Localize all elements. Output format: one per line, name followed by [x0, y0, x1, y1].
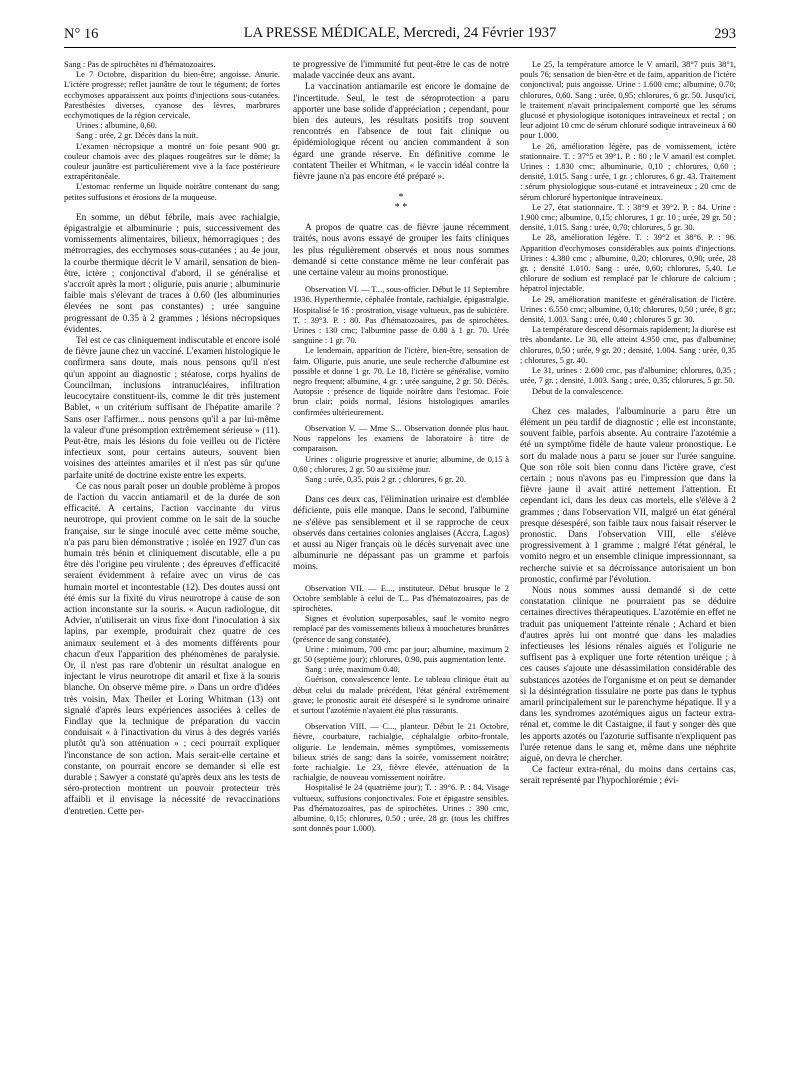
page-number: N° 16 — [64, 26, 99, 42]
header-rule — [64, 47, 736, 48]
column-middle-top — [293, 60, 509, 183]
paragraph: Le 26, amélioration légère, pas de vomissement, ictère stationnaire. T. : 37°5 et 39°1. P. : 80 ; le V amaril est complet. Urines : 1.830 cmc; albuminurie, 0,10 ; chlorures, 0,60 ; densité, 1.015. Sang : urée, 1 gr. ; chlorures, 6 gr. 43. Traitement : sérum physiologique sous-cutané et intraveineux ; 20 cmc de sérum chloruré hypertonique intraveineux. — [520, 141, 736, 202]
paragraph: Nous nous sommes aussi demandé si de cette constatation clinique ne pourraient pas se déduire certaines directives thérapeutiques. L'azotémie en effet ne traduit pas uniquement l'atteinte rénale ; Achard et bien d'autres après lui ont montré que dans les maladies infectieuses les lésions rénales aiguës et l'oligurie ne suffisent pas à expliquer une forte rétention uréique ; à ces causes s'ajoute une désassimilation considérable des substances azotées de l'organisme et on peut se demander si la désintégration tissulaire ne porte pas dans le typhus amaril principalement sur le parenchyme hépatique. Il y a dans les syndromes azotémiques aigus un facteur extra-rénal et, comme le dit Castaigne, il faut y songer dès que les apports azotés ou l'azoturie suffisante n'expliquent pas l'urée retenue dans le sang et, même dans une néphrite aiguë, on devra le chercher. — [520, 585, 736, 764]
paragraph: Tel est ce cas cliniquement indiscutable et encore isolé de fièvre jaune chez un vacciné. L'examen histologique le confirmera sans doute, mais nous pensons qu'il n'est qu'un appoint au diagnostic ; stéatose, corps hyalins de Councilman, inclusions intranucléaires, infiltration leucocytaire constituent-ils, comme le dit très justement Bablet, « un critérium suffisant de l'hépatite amarile ? Sans oser l'affirmer... nous pensons qu'il a par lui-même la valeur d'une présomption extrêmement sérieuse » (11). Peut-être, mais les lésions du foie veilleu ou de l'ictère infectieux sont, pour certains auteurs, souvent bien voisines des atteintes amariles et il n'est pas sûr qu'une parfaite unité de doctrine existe entre les experts. — [64, 336, 280, 481]
paragraph: Hospitalisé le 24 (quatrième jour); T. : 39°6. P. : 84. Visage vultueux, suffusions conjonctivales. Foie et épigastre sensibles. Pas d'hématozoaires, pas de spirochètes. Urines : 390 cmc, albumine, 0,15; chlorures, 0.50 ; urée, 28 gr. (tous les chiffres sont donnés pour 1.000). — [293, 783, 509, 834]
paragraph: Le 25, la température amorce le V amaril, 38°7 puis 38°1, pouls 76; sensation de bien-être et de faim, apparition de l'ictère conjonctival; puis angoisse. Urine : 1.600 cmc; albumine, 0.70; chlorures, 0,60. Sang : urée, 0,95; chlorures, 6 gr. 50. Jusqu'ici, le traitement n'avait principalement comporté que les sérums glucosé et physiologique isotoniques intraveineux et rectal ; on leur adjoint 10 cmc de sérum chloruré sodique intraveineux à 60 pour 1.000. — [520, 60, 736, 141]
paragraph: Chez ces malades, l'albuminurie a paru être un élément un peu tardif de diagnostic ; elle est inconstante, souvent faible, parfois absente. Au contraire l'azotémie a été un symptôme fidèle de haute valeur pronostique. Le sort du malade nous a paru se jouer sur l'urée sanguine. Que son rôle soit bien connu dans l'ictère grave, c'est certain ; nous n'avons pas eu l'impression que dans la fièvre jaune il avait attiré nettement l'attention. Et cependant ici, dans les deux cas mortels, elle s'élève à 2 grammes ; dans l'observation VII, malgré un état général presque désespéré, son faible taux nous faisait réserver le pronostic. Dans l'observation VIII, elle s'élève progressivement à 1 gramme ; malgré l'état général, le vomito negro et un ensemble clinique impressionnant, sa recherche suivie et sa décroissance autorisaient un bon pronostic, confirmé par l'évolution. — [520, 406, 736, 585]
paragraph: Le lendemain, apparition de l'ictère, bien-être, sensation de faim. Oligurie, puis anurie, une seule recherche d'albumine est possible et donne 1 gr. 70. Le 18, l'ictère se généralise, vomito negro frequent; albumine, 4 gr. ; urée sanguine, 2 gr. 50. Décès. Autopsie : présence de liquide noirâtre dans l'estomac. Foie brun clair; poids normal, lésions histologiques amariles confirmées ultérieurement. — [293, 346, 509, 417]
paragraph: L'estomac renferme un liquide noirâtre contenant du sang; petites suffusions et érosions de la muqueuse. — [64, 182, 280, 202]
paragraph: La température descend désormais rapidement; la diurèse est très abondante. Le 30, elle atteint 4.950 cmc, pas d'albumine; chlorures, 0,50 ; urée, 9 gr. 20 ; densité, 1.004. Sang : urée, 0,35 ; chlorures, 5 gr. 40. — [520, 325, 736, 365]
paragraph: Le 27, état stationnaire. T. : 38°9 et 39°2. P. : 84. Urine : 1.900 cmc; albumine, 0,15; chlorures, 1 gr. 10 ; urée, 29 gr. 50 ; densité, 1.015. Sang : urée, 0,70; chlorures, 5 gr. 30. — [520, 202, 736, 233]
page-reference: 293 — [714, 26, 736, 42]
journal-title: LA PRESSE MÉDICALE, Mercredi, 24 Février 1937 — [243, 25, 557, 41]
paragraph: Observation VIII. — C..., planteur. Début le 21 Octobre, fièvre, courbature, rachialgie, céphalalgie orbito-frontale, oligurie. Le lendemain, mêmes symptômes, vomissements bilieux striés de sang; dans la soirée, vomissement noirâtre; forte rachialgie. Le 23, fièvre élevée, atténuation de la rachialgie, de nouveau vomissement noirâtre. — [293, 722, 509, 783]
paragraph: Urine : minimum, 700 cmc par jour; albumine, maximum 2 gr. 50 (septième jour); chlorures, 0.90, puis augmentation lente. — [293, 644, 509, 664]
paragraph: Le 31, urines : 2.600 cmc, pas d'albumine; chlorures, 0,35 ; urée, 7 gr. ; densité, 1.003. Sang ; urée, 0,35; chlorures, 5 gr. 50. — [520, 366, 736, 386]
section-separator — [293, 193, 509, 213]
paragraph: Le 29, amélioration manifeste et généralisation de l'ictère. Urines : 6.550 cmc; albumine, 0,10; chlorures, 0,50 ; urée, 8 gr.; densité, 1.003. Sang : urée, 0,40 ; chlorures 5 gr. 30. — [520, 294, 736, 325]
paragraph: Ce cas nous paraît poser un double problème à propos de l'action du vaccin antiamaril et de la durée de son efficacité. A certains, l'action vaccinante du virus neurotrope, qui provient comme on le sait de la souche française, sur le singe inoculé avec cette même souche, n'a pas paru bien démonstrative ; isolée en 1927 d'un cas humain très bénin et cliniquement discutable, elle a pu être dès l'origine peu virulente ; des épreuves d'efficacité seraient évidemment à refaire avec un virus de cas humain mortel et incontestable (12). Des doutes aussi ont été émis sur la fixité du virus neurotrope à cause de son action inconstante sur la souris. « Aucun radiologue, dit Advier, n'utiliserait un virus fixe dont l'inoculation à six lapins, par exemple, produirait chez quatre de ces animaux seulement et à des moments différents pour chacun d'eux l'apparition des phénomènes de paralysie. Or, il n'est pas rare d'obtenir un résultat analogue en injectant le virus neurotrope dit amaril et fixe à la souris blanche. On observe même pire. » Dans un ordre d'idées très voisin, Max Theiler et Loring Whitman (13) ont signalé d'après leurs expériences associées à celles de Findlay que la technique de préparation du vaccin conduisait « à l'inactivation du virus à des degrés variés plutôt qu'à son atténuation » ; ceci pourrait expliquer l'inconstance de son action. Mais serait-elle certaine et constante, on pourrait encore se demander si elle est durable ; Sawyer a constaté qu'après deux ans les tests de séro-protection montrent un pouvoir protecteur très affaibli et il envisage la nécessité de revaccinations d'entretien. Cette per- — [64, 481, 280, 817]
separator-stars-bottom: * * — [394, 202, 408, 214]
column-right — [520, 60, 736, 1070]
paragraph: Dans ces deux cas, l'élimination urinaire est d'emblée déficiente, puis elle manque. Dans le second, l'albumine ne s'élève pas sensiblement et il se rapproche de ceux observés dans certaines colonies anglaises (Accra, Lagos) et aussi au Niger français où le décès survenait avec une albuminurie ne dépassant pas un gramme et parfois moins. — [293, 495, 509, 573]
paragraph: Ce facteur extra-rénal, du moins dans certains cas, serait représenté par l'hypochlorémie ; évi- — [520, 765, 736, 787]
running-header — [64, 20, 736, 42]
column-middle — [293, 60, 509, 1070]
paragraph: Urines : albumine, 0,60. — [76, 121, 157, 131]
paragraph: La vaccination antiamarile est encore le domaine de l'incertitude. Seul, le test de séroprotection a paru apporter une base solide d'appréciation ; cependant, pour bien des auteurs, les résultats positifs trop souvent rencontrés en l'absence de tout fait clinique ou épidémiologique récent ou ancien commandent à son égard une grande réserve. En définitive comme le contatent Theiler et Whitman, « le vaccin idéal contre la fièvre jaune n'a pas encore été préparé ». — [293, 82, 509, 183]
paragraph: Guérison, convalescence lente. Le tableau clinique était au début celui du malade précédent, l'état général extrêmement grave; le pronostic aurait été désespéré si le syndrome urinaire et surtout l'azotémie n'avaient été plus rassurants. — [293, 675, 509, 715]
column-left — [64, 60, 280, 1070]
paragraph: Observation V. — Mme S... Observation donnée plus haut. Nous rappelons les examens de laboratoire à titre de comparaison. — [293, 423, 509, 454]
paragraph: te progressive de l'immunité fut peut-être le cas de notre malade vaccinée deux ans avant. — [293, 60, 509, 82]
paragraph: L'examen nécropsique a montré un foie pesant 900 gr. couleur chamois avec des plaques rougeâtres sur le dôme; la couleur jaunâtre est particulièrement vive à la face postérieure extrapéritonéale. — [64, 141, 280, 182]
separator-star-top: * — [398, 192, 404, 204]
paragraph: Urines : oligurie progressive et anurie; albumine, de 0,15 à 0,60 ; chlorures, 2 gr. 50 au sixième jour. — [293, 454, 509, 474]
paragraph: Sang : urée, maximum 0.40. — [305, 665, 400, 675]
paragraph: Le 28, amélioration légère. T. : 39°2 et 38°6. P. : 96. Apparition d'ecchymoses considérables aux points d'injections. Urines : 4.380 cmc ; albumine, 0,20; chlorures, 0,90; urée, 28 gr. ; densité 1.010. Sang : urée, 0,60; chlorures, 5,40. Le chlorure de sodium est remplacé par le chlorure de calcium ; hépatrol injectable. — [520, 233, 736, 294]
paragraph: Sang : urée, 0,35, puis 2 gr. ; chlorures, 6 gr. 20. — [305, 474, 466, 484]
paragraph: Observation VII. — E..., instituteur. Début brusque le 2 Octobre semblable à celui de T... Pas d'hématozoaires, pas de spirochètes. — [293, 583, 509, 613]
paragraph: En somme, un début fébrile, mais avec rachialgie, épigastralgie et albuminurie ; puis, successivement des vomissements alimentaires, bilieux, hémorragiques ; des métrorragies, des ecchymoses sous-cutanées ; au 4e jour, la courbe thermique décrit le V amaril, sensation de bien-être, ictère ; conjonctival d'abord, il se généralise et s'accroît après la mort ; oligurie, puis anurie ; albuminurie faible mais s'élevant de traces à 0.60 (les albuminuries élevées ne sont pas constantes) ; urée sanguine progressant de 0.35 à 2 grammes ; lésions nécropsiques évidentes. — [64, 212, 280, 335]
paragraph: Sang : Pas de spirochètes ni d'hématozoaires. — [64, 60, 216, 69]
paragraph: Début de la convalescence. — [532, 386, 624, 396]
paragraph: A propos de quatre cas de fièvre jaune récemment traités, nous avons essayé de grouper les faits cliniques les plus régulièrement observés et nous nous sommes demandé si cette constance même ne leur conférait pas une certaine valeur au moins pronostique. — [293, 223, 509, 279]
column-middle-bottom — [293, 223, 509, 834]
paragraph: Observation VI. — T..., sous-officier. Début le 11 Septembre 1936. Hyperthermie, céphalée frontale, rachialgie, épigastralgie. Hospitalisé le 16 : prostration, visage vultueux, pas de subictère. T. : 39°3. P. : 80. Pas d'hématozoaires, pas de spirochètes. Urines : 130 cmc; l'albumine passe de 0.80 à 1 gr. 70. Urée sanguine : 1 gr. 70. — [293, 285, 509, 346]
paragraph: Sang : urée, 2 gr. Décès dans la nuit. — [76, 131, 199, 141]
paragraph: Signes et évolution superposables, sauf le vomito negro remplacé par des vomissements bilieux à mouchetures brunâtres (présence de sang constatée). — [293, 614, 509, 644]
paragraph: Le 7 Octobre, disparition du bien-être; angoisse. Anurie. L'ictère progresse; reflet jaunâtre de tout le tégument; de fortes ecchymoses apparaissent aux points d'injections sous-cutanées. Paresthésies diverses, cyanose des lèvres, marbrures ecchymotiques de la région cervicale. — [64, 70, 280, 121]
